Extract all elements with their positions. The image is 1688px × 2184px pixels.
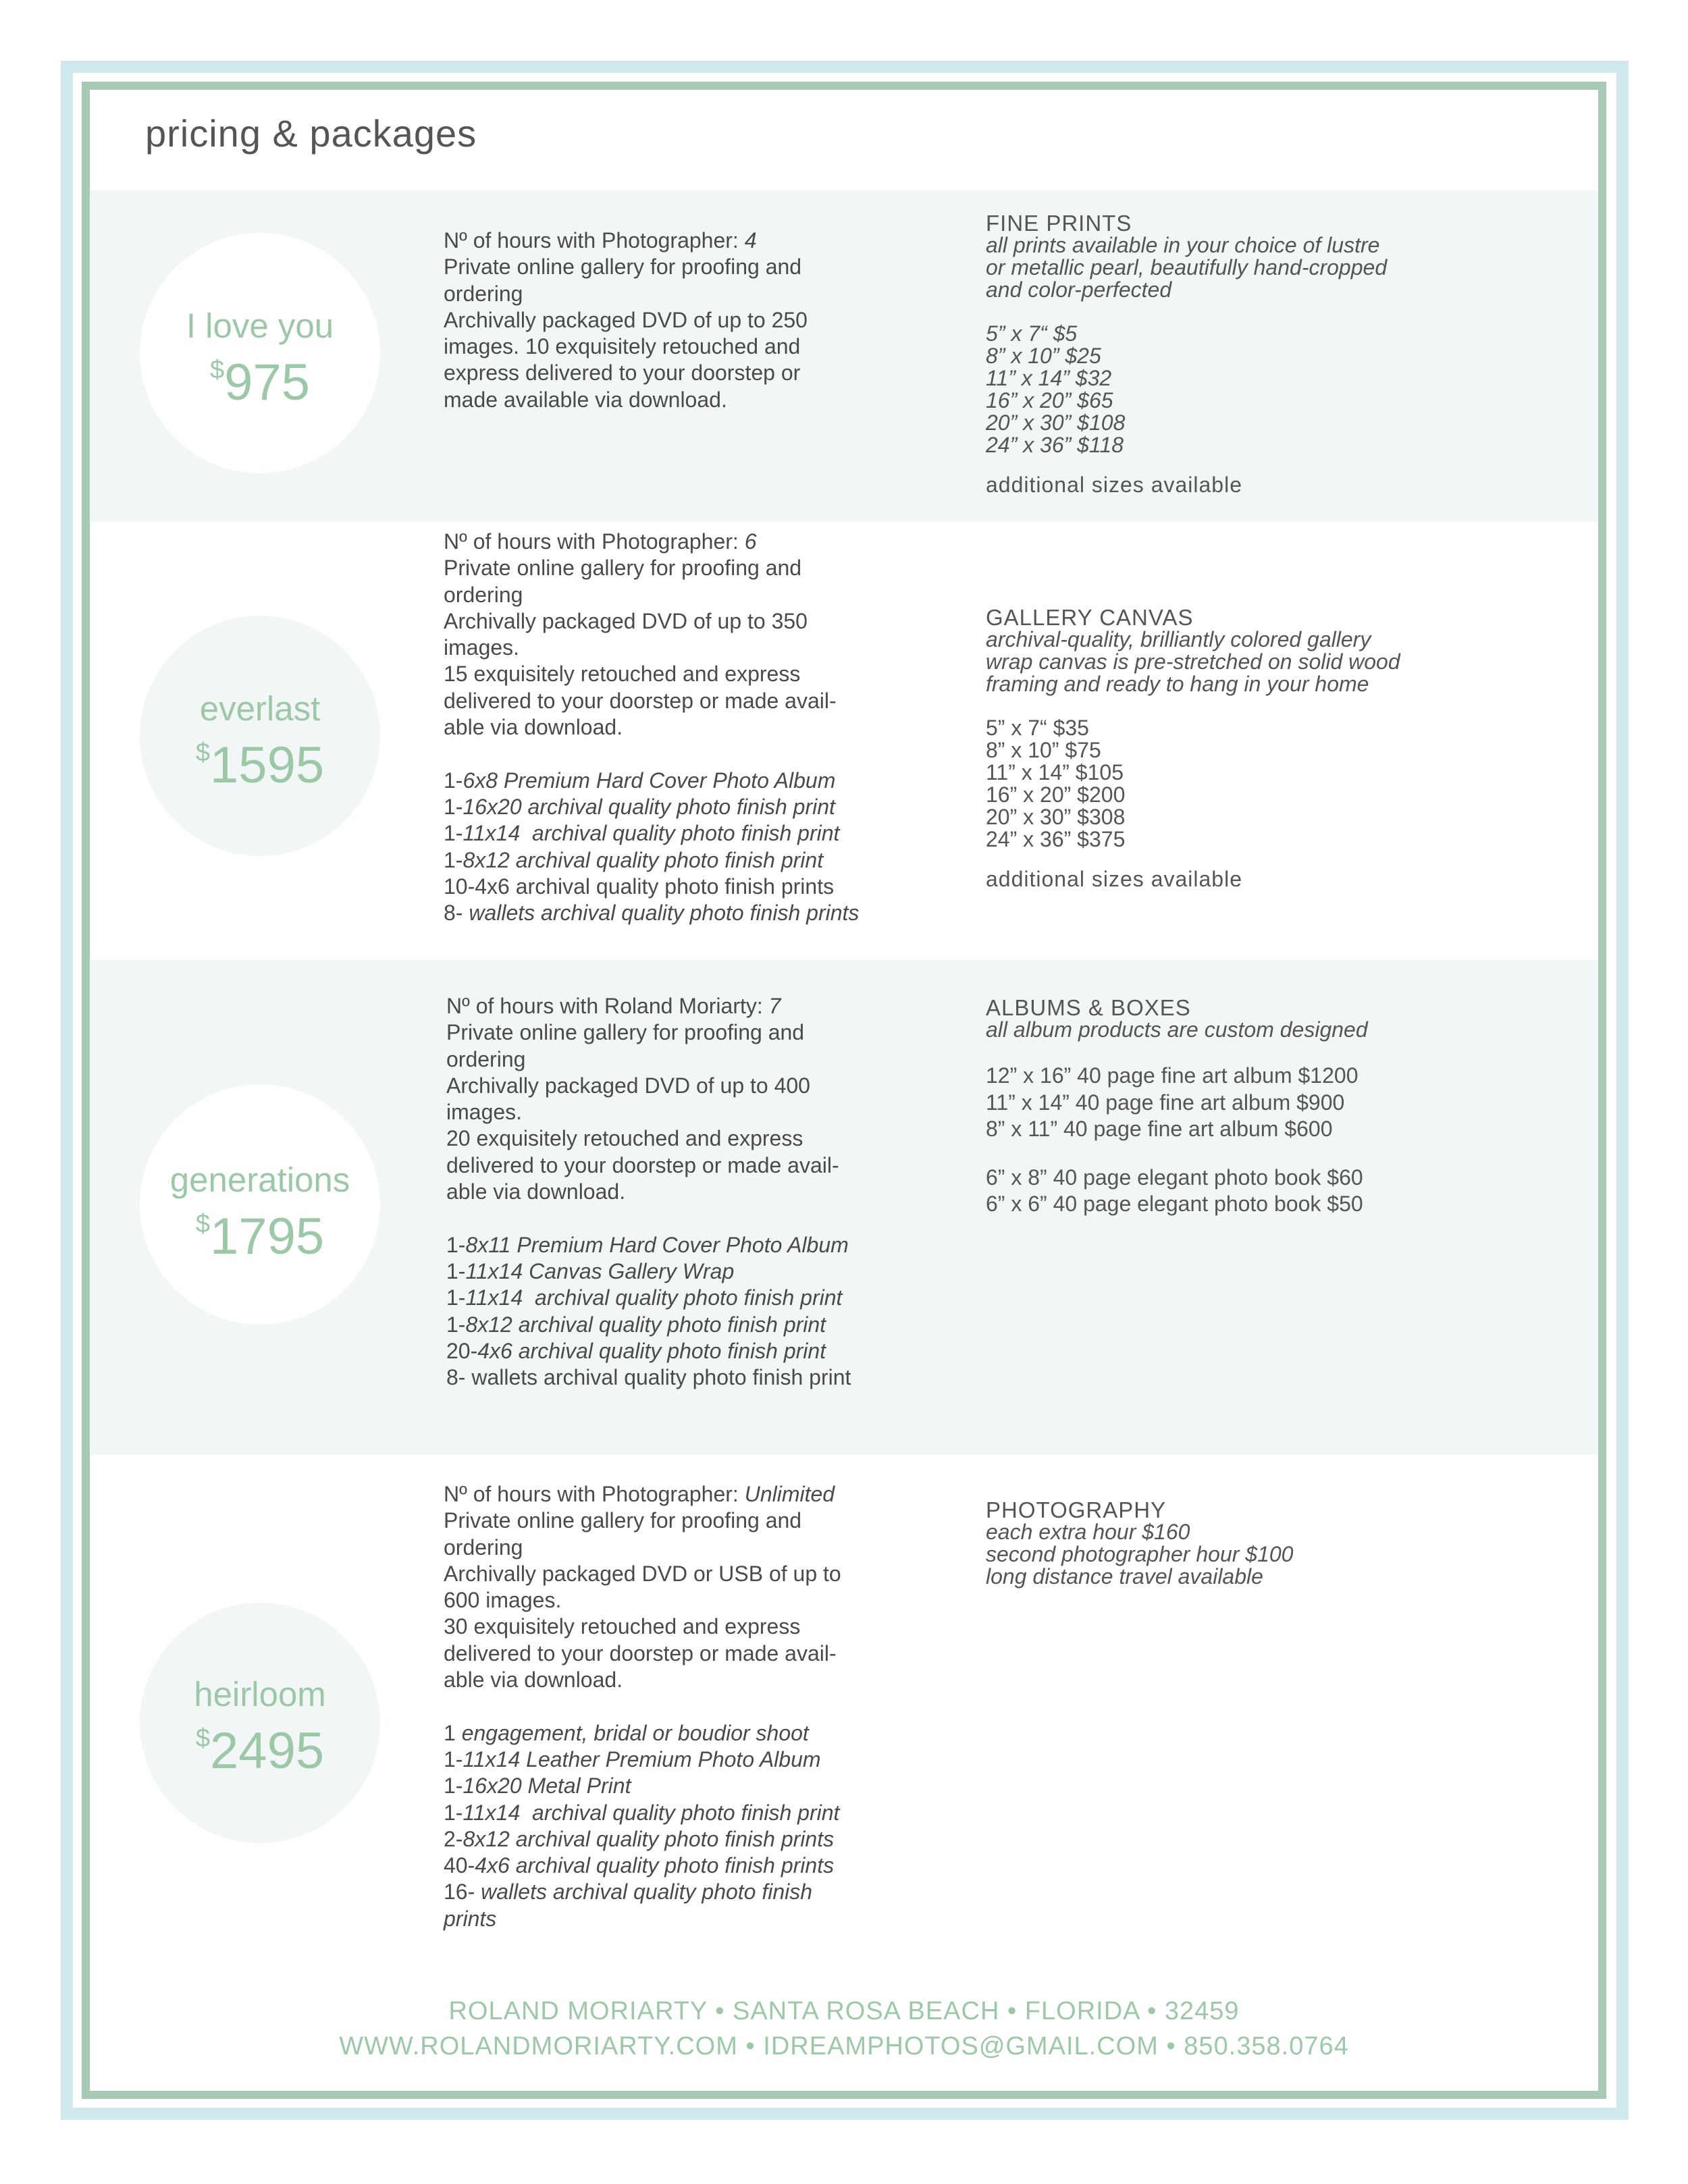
- package-detail-line: 8- wallets archival quality photo finish print: [446, 1365, 851, 1390]
- price-line: 11” x 14” $32: [986, 366, 1112, 390]
- price-line: 5” x 7“ $5: [986, 321, 1078, 346]
- package-detail-line: 1-8x12 archival quality photo finish print: [446, 1312, 826, 1337]
- package-detail-line: Archivally packaged DVD or USB of up to: [444, 1561, 841, 1586]
- price-line: 24” x 36” $118: [986, 433, 1124, 457]
- package-detail-line: delivered to your doorstep or made avail-: [446, 1152, 839, 1177]
- package-details-heirloom: [444, 1481, 841, 1932]
- package-name: everlast: [199, 689, 321, 728]
- package-detail-line: prints: [444, 1906, 497, 1931]
- addon-desc-line: all album products are custom designed: [986, 1017, 1368, 1042]
- package-detail-line: ordering: [444, 582, 523, 607]
- package-detail-line: 1-11x14 archival quality photo finish print: [444, 1800, 840, 1825]
- package-badge-i-love-you: [140, 233, 380, 473]
- package-detail-line: 16- wallets archival quality photo finish: [444, 1880, 813, 1905]
- package-detail-line: images.: [446, 1100, 523, 1125]
- package-detail-line: 2-8x12 archival quality photo finish prints: [444, 1826, 835, 1851]
- addon-line: each extra hour $160: [986, 1520, 1190, 1544]
- package-detail-line: Nº of hours with Roland Moriarty: 7: [446, 994, 781, 1018]
- package-detail-line: 10-4x6 archival quality photo finish prints: [444, 874, 835, 899]
- package-detail-line: express delivered to your doorstep or: [444, 361, 801, 385]
- additional-sizes-note: additional sizes available: [986, 867, 1242, 891]
- package-name: heirloom: [194, 1675, 326, 1713]
- package-detail-line: Archivally packaged DVD of up to 350: [444, 608, 808, 633]
- package-detail-line: 1-8x12 archival quality photo finish print: [444, 847, 824, 872]
- page-title: pricing & packages: [145, 112, 477, 155]
- package-detail-line: 1-11x14 Canvas Gallery Wrap: [446, 1258, 735, 1283]
- album-price-line: 12” x 16” 40 page fine art album $1200: [986, 1063, 1359, 1088]
- package-price: $2495: [195, 1722, 325, 1780]
- addon-desc-line: or metallic pearl, beautifully hand-cropped: [986, 255, 1388, 279]
- package-detail-line: 1-11x14 archival quality photo finish print: [444, 821, 840, 846]
- addon-desc-line: wrap canvas is pre-stretched on solid wood: [986, 649, 1400, 674]
- footer-address: ROLAND MORIARTY • SANTA ROSA BEACH • FLORIDA • 32459: [448, 1997, 1240, 2025]
- package-detail-line: delivered to your doorstep or made avail-: [444, 1641, 837, 1666]
- price-line: 8” x 10” $75: [986, 738, 1101, 762]
- package-detail-line: Nº of hours with Photographer: Unlimited: [444, 1482, 835, 1506]
- package-detail-line: able via download.: [444, 715, 623, 740]
- package-detail-line: 30 exquisitely retouched and express: [444, 1614, 801, 1639]
- package-name: generations: [169, 1161, 350, 1199]
- package-details-i-love-you: [444, 228, 808, 413]
- price-line: 11” x 14” $105: [986, 760, 1124, 784]
- package-badge-heirloom: [140, 1603, 380, 1843]
- package-detail-line: ordering: [446, 1046, 526, 1071]
- package-badge-generations: [140, 1084, 380, 1325]
- package-detail-line: 1-11x14 archival quality photo finish print: [446, 1285, 843, 1310]
- package-price: $1795: [195, 1208, 325, 1265]
- addon-title: ALBUMS & BOXES: [986, 995, 1191, 1020]
- addon-title: FINE PRINTS: [986, 211, 1132, 236]
- addon-desc-line: all prints available in your choice of lustre: [986, 233, 1380, 257]
- price-line: 16” x 20” $65: [986, 388, 1113, 412]
- addon-fine-prints: [986, 212, 1387, 498]
- package-badge-everlast: [140, 616, 380, 856]
- package-detail-line: delivered to your doorstep or made avail-: [444, 688, 837, 713]
- price-line: 16” x 20” $200: [986, 782, 1126, 807]
- package-detail-line: 8- wallets archival quality photo finish prints: [444, 901, 860, 926]
- package-details-generations: [446, 993, 851, 1391]
- package-detail-line: able via download.: [446, 1179, 626, 1204]
- price-line: 20” x 30” $308: [986, 805, 1126, 829]
- book-price-line: 6” x 8” 40 page elegant photo book $60: [986, 1165, 1363, 1190]
- package-detail-line: Archivally packaged DVD of up to 250: [444, 307, 808, 332]
- package-detail-line: Private online gallery for proofing and: [446, 1020, 805, 1045]
- addon-desc-line: archival-quality, brilliantly colored gallery: [986, 627, 1371, 651]
- package-details-everlast: [444, 529, 859, 926]
- book-price-line: 6” x 6” 40 page elegant photo book $50: [986, 1192, 1363, 1216]
- package-detail-line: 600 images.: [444, 1588, 562, 1613]
- package-detail-line: ordering: [444, 1535, 523, 1560]
- additional-sizes-note: additional sizes available: [986, 473, 1242, 497]
- price-line: 24” x 36” $375: [986, 827, 1126, 851]
- package-detail-line: 1-6x8 Premium Hard Cover Photo Album: [444, 768, 836, 793]
- addon-photography: [986, 1499, 1293, 1588]
- package-price: $1595: [195, 737, 325, 794]
- price-line: 20” x 30” $108: [986, 410, 1126, 435]
- price-line: 8” x 10” $25: [986, 344, 1101, 368]
- package-detail-line: Nº of hours with Photographer: 6: [444, 529, 757, 554]
- package-detail-line: 15 exquisitely retouched and express: [444, 662, 801, 687]
- addon-line: long distance travel available: [986, 1564, 1263, 1589]
- price-line: 5” x 7“ $35: [986, 716, 1089, 740]
- album-price-line: 8” x 11” 40 page fine art album $600: [986, 1117, 1333, 1141]
- package-detail-line: Nº of hours with Photographer: 4: [444, 228, 757, 252]
- package-detail-line: ordering: [444, 281, 523, 306]
- addon-albums-boxes: [986, 996, 1368, 1218]
- package-detail-line: 1-8x11 Premium Hard Cover Photo Album: [446, 1232, 849, 1257]
- package-detail-line: made available via download.: [444, 387, 727, 412]
- package-detail-line: 20-4x6 archival quality photo finish print: [446, 1338, 826, 1363]
- package-detail-line: Private online gallery for proofing and: [444, 556, 802, 581]
- package-detail-line: 1-16x20 Metal Print: [444, 1774, 631, 1799]
- package-detail-line: 40-4x6 archival quality photo finish prints: [444, 1853, 835, 1878]
- package-detail-line: images. 10 exquisitely retouched and: [444, 334, 801, 359]
- album-price-line: 11” x 14” 40 page fine art album $900: [986, 1090, 1345, 1115]
- package-detail-line: 1 engagement, bridal or boudior shoot: [444, 1720, 809, 1745]
- package-detail-line: [446, 1205, 851, 1231]
- addon-gallery-canvas: [986, 606, 1400, 893]
- package-detail-line: [444, 1693, 841, 1720]
- package-detail-line: 1-11x14 Leather Premium Photo Album: [444, 1747, 821, 1772]
- addon-desc-line: and color-perfected: [986, 277, 1172, 302]
- package-detail-line: Archivally packaged DVD of up to 400: [446, 1073, 810, 1098]
- package-detail-line: 1-16x20 archival quality photo finish print: [444, 794, 835, 819]
- package-detail-line: 20 exquisitely retouched and express: [446, 1126, 803, 1151]
- addon-line: second photographer hour $100: [986, 1542, 1294, 1566]
- package-detail-line: able via download.: [444, 1668, 623, 1693]
- package-detail-line: Private online gallery for proofing and: [444, 1508, 802, 1533]
- footer-contact: WWW.ROLANDMORIARTY.COM • IDREAMPHOTOS@GMAIL.COM • 850.358.0764: [339, 2032, 1349, 2060]
- package-detail-line: Private online gallery for proofing and: [444, 255, 802, 279]
- package-price: $975: [210, 354, 310, 411]
- package-detail-line: images.: [444, 635, 520, 660]
- package-name: I love you: [186, 307, 334, 345]
- addon-title: GALLERY CANVAS: [986, 605, 1194, 630]
- package-detail-line: [444, 741, 859, 767]
- addon-desc-line: framing and ready to hang in your home: [986, 672, 1369, 696]
- addon-title: PHOTOGRAPHY: [986, 1497, 1167, 1522]
